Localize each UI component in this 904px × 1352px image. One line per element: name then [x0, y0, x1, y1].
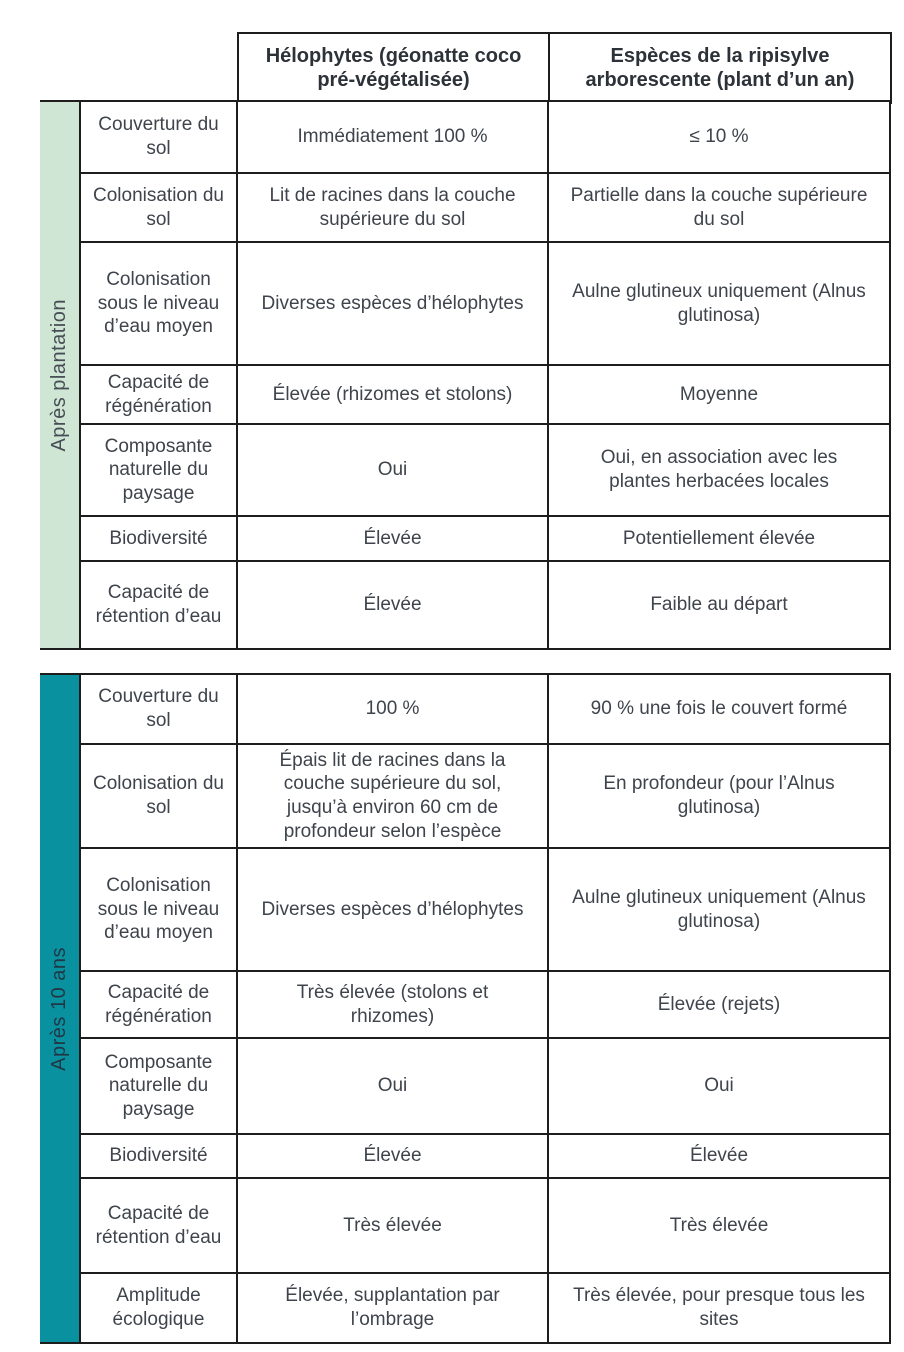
criterion-cell: Composante naturelle du paysage: [80, 424, 237, 516]
table-row: [40, 1273, 890, 1343]
ripisylve-cell: Aulne glutineux uniquement (Alnus glutinosa): [548, 848, 890, 971]
criterion-cell: Couverture du sol: [80, 101, 237, 173]
criterion-cell: Colonisation du sol: [80, 173, 237, 242]
helophytes-cell: 100 %: [237, 674, 548, 744]
table-row: [40, 424, 890, 516]
criterion-cell: Colonisation sous le niveau d’eau moyen: [80, 848, 237, 971]
column-header-row: [237, 32, 892, 104]
table-row: [40, 561, 890, 649]
table-row: [40, 744, 890, 848]
helophytes-cell: Diverses espèces d’hélophytes: [237, 242, 548, 365]
ripisylve-cell: En profondeur (pour l’Alnus glutinosa): [548, 744, 890, 848]
table-row: [40, 242, 890, 365]
criterion-cell: Capacité de rétention d’eau: [80, 561, 237, 649]
criterion-cell: Biodiversité: [80, 1134, 237, 1178]
ripisylve-cell: 90 % une fois le couvert formé: [548, 674, 890, 744]
ripisylve-cell: ≤ 10 %: [548, 101, 890, 173]
col-header-helophytes: Hélophytes (géonatte coco pré-végétalisée): [238, 33, 549, 103]
section-label: Après plantation: [48, 298, 71, 452]
helophytes-cell: Oui: [237, 424, 548, 516]
table-row: [40, 674, 890, 744]
ripisylve-cell: Élevée: [548, 1134, 890, 1178]
helophytes-cell: Diverses espèces d’hélophytes: [237, 848, 548, 971]
ripisylve-cell: Aulne glutineux uniquement (Alnus glutinosa): [548, 242, 890, 365]
table-row: [40, 365, 890, 424]
ripisylve-cell: Faible au départ: [548, 561, 890, 649]
criterion-cell: Colonisation sous le niveau d’eau moyen: [80, 242, 237, 365]
table-section-apres-plantation: [40, 100, 891, 650]
table-row: [40, 516, 890, 561]
ripisylve-cell: Moyenne: [548, 365, 890, 424]
helophytes-cell: Élevée (rhizomes et stolons): [237, 365, 548, 424]
helophytes-cell: Très élevée: [237, 1178, 548, 1273]
criterion-cell: Capacité de régénération: [80, 365, 237, 424]
helophytes-cell: Très élevée (stolons et rhizomes): [237, 971, 548, 1038]
ripisylve-cell: Élevée (rejets): [548, 971, 890, 1038]
criterion-cell: Capacité de rétention d’eau: [80, 1178, 237, 1273]
ripisylve-cell: Très élevée: [548, 1178, 890, 1273]
helophytes-cell: Lit de racines dans la couche supérieure du sol: [237, 173, 548, 242]
table-row: [238, 33, 891, 103]
criterion-cell: Capacité de régénération: [80, 971, 237, 1038]
helophytes-cell: Élevée: [237, 561, 548, 649]
ripisylve-cell: Oui: [548, 1038, 890, 1134]
criterion-cell: Couverture du sol: [80, 674, 237, 744]
criterion-cell: Biodiversité: [80, 516, 237, 561]
section-band-apres-10-ans: [40, 674, 80, 1343]
criterion-cell: Amplitude écologique: [80, 1273, 237, 1343]
helophytes-cell: Épais lit de racines dans la couche supérieure du sol, jusqu’à environ 60 cm de profondeur selon l’espèce: [237, 744, 548, 848]
table-row: [40, 848, 890, 971]
helophytes-cell: Oui: [237, 1038, 548, 1134]
ripisylve-cell: Très élevée, pour presque tous les sites: [548, 1273, 890, 1343]
table-section-apres-10-ans: [40, 673, 891, 1344]
criterion-cell: Composante naturelle du paysage: [80, 1038, 237, 1134]
ripisylve-cell: Potentiellement élevée: [548, 516, 890, 561]
helophytes-cell: Immédiatement 100 %: [237, 101, 548, 173]
section-band-apres-plantation: [40, 101, 80, 649]
ripisylve-cell: Oui, en association avec les plantes herbacées locales: [548, 424, 890, 516]
criterion-cell: Colonisation du sol: [80, 744, 237, 848]
table-row: [40, 173, 890, 242]
table-row: [40, 1134, 890, 1178]
col-header-ripisylve: Espèces de la ripisylve arborescente (plant d’un an): [549, 33, 891, 103]
ripisylve-cell: Partielle dans la couche supérieure du sol: [548, 173, 890, 242]
table-row: [40, 971, 890, 1038]
section-label: Après 10 ans: [48, 946, 71, 1071]
table-row: [40, 101, 890, 173]
helophytes-cell: Élevée: [237, 1134, 548, 1178]
table-row: [40, 1038, 890, 1134]
helophytes-cell: Élevée: [237, 516, 548, 561]
helophytes-cell: Élevée, supplantation par l’ombrage: [237, 1273, 548, 1343]
table-row: [40, 1178, 890, 1273]
